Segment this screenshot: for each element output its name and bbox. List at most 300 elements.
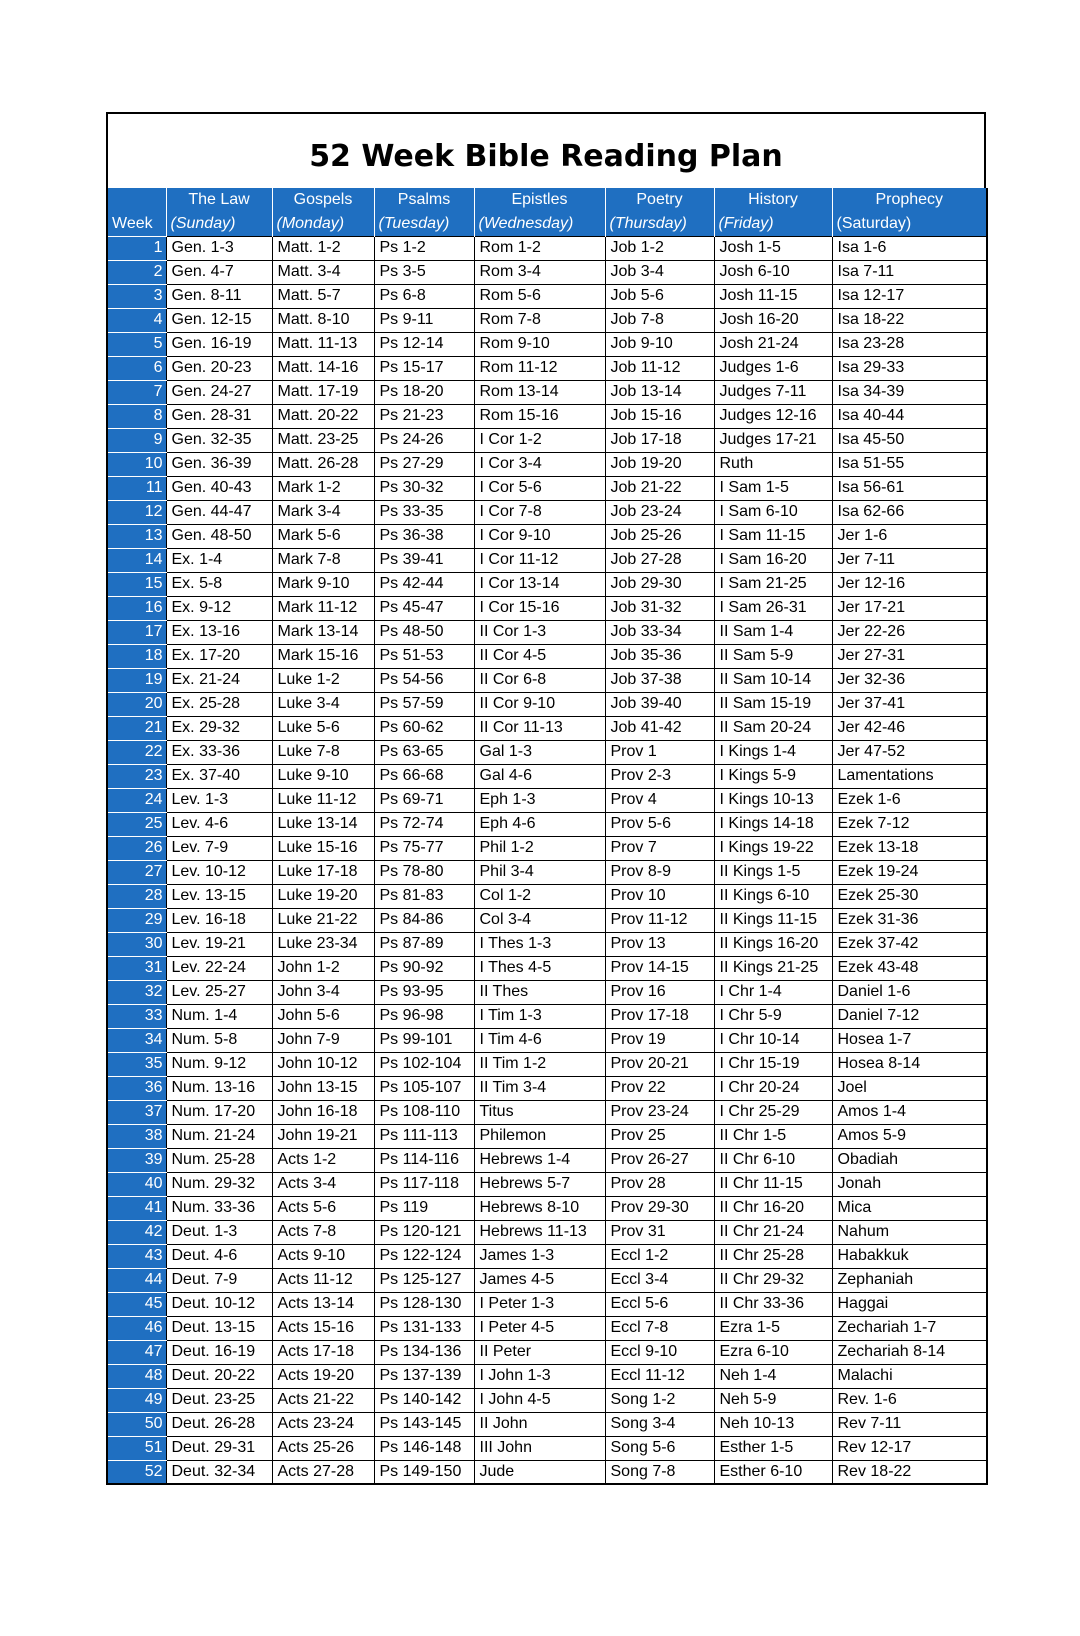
reading-cell: Ps 30-32 <box>374 476 474 500</box>
reading-cell: Job 29-30 <box>605 572 714 596</box>
reading-cell: John 7-9 <box>272 1028 374 1052</box>
reading-cell: I Cor 1-2 <box>474 428 605 452</box>
table-row <box>107 428 987 452</box>
week-number: 18 <box>107 644 166 668</box>
week-number: 12 <box>107 500 166 524</box>
reading-cell: Ex. 9-12 <box>166 596 272 620</box>
reading-cell: Acts 13-14 <box>272 1292 374 1316</box>
reading-cell: Ps 125-127 <box>374 1268 474 1292</box>
reading-cell: Neh 10-13 <box>714 1412 832 1436</box>
reading-cell: Ps 93-95 <box>374 980 474 1004</box>
table-body <box>107 236 987 1484</box>
reading-cell: Luke 15-16 <box>272 836 374 860</box>
week-number: 8 <box>107 404 166 428</box>
reading-cell: II Kings 11-15 <box>714 908 832 932</box>
reading-cell: II Kings 6-10 <box>714 884 832 908</box>
reading-cell: Ps 66-68 <box>374 764 474 788</box>
week-number: 38 <box>107 1124 166 1148</box>
reading-cell: II Tim 1-2 <box>474 1052 605 1076</box>
reading-cell: Prov 22 <box>605 1076 714 1100</box>
reading-cell: I Thes 4-5 <box>474 956 605 980</box>
reading-cell: John 1-2 <box>272 956 374 980</box>
reading-cell: II Peter <box>474 1340 605 1364</box>
reading-cell: Ex. 5-8 <box>166 572 272 596</box>
reading-cell: Num. 29-32 <box>166 1172 272 1196</box>
reading-cell: I Cor 7-8 <box>474 500 605 524</box>
reading-cell: Prov 19 <box>605 1028 714 1052</box>
reading-cell: Isa 51-55 <box>832 452 987 476</box>
reading-cell: Acts 23-24 <box>272 1412 374 1436</box>
reading-cell: Ezek 1-6 <box>832 788 987 812</box>
table-row <box>107 1028 987 1052</box>
category-header: Psalms <box>374 188 474 212</box>
reading-cell: Jer 42-46 <box>832 716 987 740</box>
reading-cell: Col 1-2 <box>474 884 605 908</box>
reading-cell: Gen. 36-39 <box>166 452 272 476</box>
reading-cell: Ps 72-74 <box>374 812 474 836</box>
reading-cell: I John 4-5 <box>474 1388 605 1412</box>
reading-cell: Ezek 31-36 <box>832 908 987 932</box>
reading-cell: Isa 7-11 <box>832 260 987 284</box>
reading-cell: Ps 60-62 <box>374 716 474 740</box>
table-row <box>107 1124 987 1148</box>
reading-cell: Zephaniah <box>832 1268 987 1292</box>
reading-cell: Ps 105-107 <box>374 1076 474 1100</box>
reading-cell: Acts 11-12 <box>272 1268 374 1292</box>
table-row <box>107 1412 987 1436</box>
reading-cell: Isa 45-50 <box>832 428 987 452</box>
reading-cell: II Kings 1-5 <box>714 860 832 884</box>
week-number: 11 <box>107 476 166 500</box>
reading-cell: Mark 13-14 <box>272 620 374 644</box>
reading-cell: Prov 20-21 <box>605 1052 714 1076</box>
reading-cell: Luke 9-10 <box>272 764 374 788</box>
reading-cell: Ps 78-80 <box>374 860 474 884</box>
reading-cell: Isa 18-22 <box>832 308 987 332</box>
reading-cell: I Cor 15-16 <box>474 596 605 620</box>
reading-cell: Gal 1-3 <box>474 740 605 764</box>
reading-cell: I John 1-3 <box>474 1364 605 1388</box>
reading-cell: Josh 16-20 <box>714 308 832 332</box>
reading-cell: Ps 24-26 <box>374 428 474 452</box>
reading-cell: Num. 1-4 <box>166 1004 272 1028</box>
week-number: 25 <box>107 812 166 836</box>
reading-cell: Lev. 19-21 <box>166 932 272 956</box>
reading-cell: II John <box>474 1412 605 1436</box>
week-number: 39 <box>107 1148 166 1172</box>
reading-cell: Eccl 7-8 <box>605 1316 714 1340</box>
reading-cell: Job 35-36 <box>605 644 714 668</box>
reading-cell: Prov 1 <box>605 740 714 764</box>
reading-cell: Luke 21-22 <box>272 908 374 932</box>
reading-cell: Job 17-18 <box>605 428 714 452</box>
reading-cell: Prov 5-6 <box>605 812 714 836</box>
week-number: 17 <box>107 620 166 644</box>
day-header: (Tuesday) <box>374 212 474 236</box>
table-row <box>107 500 987 524</box>
table-row <box>107 1340 987 1364</box>
week-number: 14 <box>107 548 166 572</box>
reading-cell: Song 5-6 <box>605 1436 714 1460</box>
reading-cell: Mica <box>832 1196 987 1220</box>
reading-cell: Ex. 37-40 <box>166 764 272 788</box>
reading-cell: Luke 13-14 <box>272 812 374 836</box>
reading-cell: II Chr 16-20 <box>714 1196 832 1220</box>
reading-cell: Prov 28 <box>605 1172 714 1196</box>
reading-cell: Ps 102-104 <box>374 1052 474 1076</box>
week-number: 33 <box>107 1004 166 1028</box>
table-row <box>107 332 987 356</box>
reading-cell: Ps 36-38 <box>374 524 474 548</box>
reading-cell: Ruth <box>714 452 832 476</box>
table-row <box>107 1460 987 1484</box>
table-row <box>107 284 987 308</box>
reading-cell: Deut. 16-19 <box>166 1340 272 1364</box>
reading-cell: Mark 15-16 <box>272 644 374 668</box>
week-number: 15 <box>107 572 166 596</box>
reading-cell: II Chr 25-28 <box>714 1244 832 1268</box>
table-row <box>107 404 987 428</box>
reading-cell: Col 3-4 <box>474 908 605 932</box>
reading-cell: Ps 122-124 <box>374 1244 474 1268</box>
reading-cell: Zechariah 8-14 <box>832 1340 987 1364</box>
reading-cell: Prov 29-30 <box>605 1196 714 1220</box>
reading-cell: Jonah <box>832 1172 987 1196</box>
reading-cell: Ps 12-14 <box>374 332 474 356</box>
reading-cell: Jer 32-36 <box>832 668 987 692</box>
reading-cell: Job 15-16 <box>605 404 714 428</box>
week-number: 23 <box>107 764 166 788</box>
reading-cell: Job 1-2 <box>605 236 714 260</box>
reading-cell: Isa 12-17 <box>832 284 987 308</box>
reading-cell: Judges 12-16 <box>714 404 832 428</box>
table-row <box>107 884 987 908</box>
reading-cell: Titus <box>474 1100 605 1124</box>
reading-cell: Esther 6-10 <box>714 1460 832 1484</box>
reading-cell: Judges 17-21 <box>714 428 832 452</box>
day-header: (Thursday) <box>605 212 714 236</box>
table-row <box>107 1316 987 1340</box>
reading-cell: Prov 25 <box>605 1124 714 1148</box>
table-row <box>107 668 987 692</box>
reading-cell: Matt. 1-2 <box>272 236 374 260</box>
week-number: 52 <box>107 1460 166 1484</box>
reading-cell: Deut. 7-9 <box>166 1268 272 1292</box>
reading-plan-sheet <box>106 112 986 1485</box>
reading-cell: I Kings 5-9 <box>714 764 832 788</box>
reading-cell: Ps 120-121 <box>374 1220 474 1244</box>
reading-cell: Eccl 9-10 <box>605 1340 714 1364</box>
reading-cell: Num. 9-12 <box>166 1052 272 1076</box>
table-row <box>107 1436 987 1460</box>
reading-cell: Num. 17-20 <box>166 1100 272 1124</box>
table-row <box>107 1076 987 1100</box>
week-number: 43 <box>107 1244 166 1268</box>
reading-cell: Acts 9-10 <box>272 1244 374 1268</box>
table-row <box>107 452 987 476</box>
reading-cell: Gen. 44-47 <box>166 500 272 524</box>
reading-cell: Deut. 4-6 <box>166 1244 272 1268</box>
week-number: 9 <box>107 428 166 452</box>
week-number: 3 <box>107 284 166 308</box>
week-number: 36 <box>107 1076 166 1100</box>
reading-cell: I Chr 5-9 <box>714 1004 832 1028</box>
reading-cell: Acts 1-2 <box>272 1148 374 1172</box>
reading-cell: Deut. 32-34 <box>166 1460 272 1484</box>
reading-cell: Ps 51-53 <box>374 644 474 668</box>
reading-cell: Isa 56-61 <box>832 476 987 500</box>
reading-cell: Ps 143-145 <box>374 1412 474 1436</box>
reading-cell: Acts 19-20 <box>272 1364 374 1388</box>
reading-cell: Prov 4 <box>605 788 714 812</box>
reading-cell: Prov 2-3 <box>605 764 714 788</box>
table-row <box>107 1004 987 1028</box>
week-header: Week <box>107 212 166 236</box>
reading-cell: Matt. 8-10 <box>272 308 374 332</box>
reading-cell: Rom 7-8 <box>474 308 605 332</box>
table-row <box>107 548 987 572</box>
reading-cell: I Sam 16-20 <box>714 548 832 572</box>
reading-cell: Job 7-8 <box>605 308 714 332</box>
reading-cell: Acts 3-4 <box>272 1172 374 1196</box>
reading-cell: Eccl 1-2 <box>605 1244 714 1268</box>
reading-cell: I Chr 15-19 <box>714 1052 832 1076</box>
reading-cell: Deut. 26-28 <box>166 1412 272 1436</box>
reading-cell: Deut. 29-31 <box>166 1436 272 1460</box>
reading-cell: Ezra 6-10 <box>714 1340 832 1364</box>
reading-cell: Num. 5-8 <box>166 1028 272 1052</box>
week-number: 40 <box>107 1172 166 1196</box>
reading-plan-table <box>106 188 988 1485</box>
reading-cell: Hosea 8-14 <box>832 1052 987 1076</box>
reading-cell: II Cor 11-13 <box>474 716 605 740</box>
table-row <box>107 620 987 644</box>
reading-cell: Deut. 1-3 <box>166 1220 272 1244</box>
reading-cell: Gen. 20-23 <box>166 356 272 380</box>
reading-cell: Matt. 17-19 <box>272 380 374 404</box>
reading-cell: Gal 4-6 <box>474 764 605 788</box>
reading-cell: Zechariah 1-7 <box>832 1316 987 1340</box>
reading-cell: Jer 7-11 <box>832 548 987 572</box>
reading-cell: II Chr 33-36 <box>714 1292 832 1316</box>
reading-cell: John 3-4 <box>272 980 374 1004</box>
reading-cell: Ps 39-41 <box>374 548 474 572</box>
reading-cell: Eccl 3-4 <box>605 1268 714 1292</box>
reading-cell: II Cor 4-5 <box>474 644 605 668</box>
category-header: Prophecy <box>832 188 987 212</box>
reading-cell: Ps 117-118 <box>374 1172 474 1196</box>
reading-cell: Jer 27-31 <box>832 644 987 668</box>
week-number: 27 <box>107 860 166 884</box>
reading-cell: Ps 33-35 <box>374 500 474 524</box>
week-number: 47 <box>107 1340 166 1364</box>
reading-cell: Ps 114-116 <box>374 1148 474 1172</box>
reading-cell: Ps 99-101 <box>374 1028 474 1052</box>
reading-cell: Prov 8-9 <box>605 860 714 884</box>
reading-cell: Lev. 25-27 <box>166 980 272 1004</box>
reading-cell: Job 37-38 <box>605 668 714 692</box>
table-row <box>107 932 987 956</box>
week-number: 10 <box>107 452 166 476</box>
reading-cell: Ps 108-110 <box>374 1100 474 1124</box>
week-number: 16 <box>107 596 166 620</box>
reading-cell: Mark 7-8 <box>272 548 374 572</box>
week-number: 42 <box>107 1220 166 1244</box>
reading-cell: Ps 128-130 <box>374 1292 474 1316</box>
reading-cell: I Cor 13-14 <box>474 572 605 596</box>
reading-cell: Jer 47-52 <box>832 740 987 764</box>
table-row <box>107 1220 987 1244</box>
week-number: 30 <box>107 932 166 956</box>
table-row <box>107 740 987 764</box>
reading-cell: I Kings 10-13 <box>714 788 832 812</box>
reading-cell: Joel <box>832 1076 987 1100</box>
week-number: 21 <box>107 716 166 740</box>
table-row <box>107 1268 987 1292</box>
reading-cell: Job 3-4 <box>605 260 714 284</box>
reading-cell: Ex. 25-28 <box>166 692 272 716</box>
table-row <box>107 260 987 284</box>
reading-cell: Daniel 1-6 <box>832 980 987 1004</box>
reading-cell: Ezek 25-30 <box>832 884 987 908</box>
reading-cell: Lev. 16-18 <box>166 908 272 932</box>
category-header: The Law <box>166 188 272 212</box>
reading-cell: I Chr 10-14 <box>714 1028 832 1052</box>
week-number: 49 <box>107 1388 166 1412</box>
week-number: 37 <box>107 1100 166 1124</box>
reading-cell: Ps 48-50 <box>374 620 474 644</box>
table-row <box>107 860 987 884</box>
reading-cell: Hebrews 8-10 <box>474 1196 605 1220</box>
week-number: 46 <box>107 1316 166 1340</box>
week-number: 31 <box>107 956 166 980</box>
reading-cell: II Sam 1-4 <box>714 620 832 644</box>
reading-cell: Acts 5-6 <box>272 1196 374 1220</box>
reading-cell: Josh 11-15 <box>714 284 832 308</box>
reading-cell: II Kings 16-20 <box>714 932 832 956</box>
reading-cell: Matt. 3-4 <box>272 260 374 284</box>
table-row <box>107 1148 987 1172</box>
reading-cell: Obadiah <box>832 1148 987 1172</box>
table-row <box>107 644 987 668</box>
reading-cell: Luke 17-18 <box>272 860 374 884</box>
reading-cell: Matt. 5-7 <box>272 284 374 308</box>
week-number: 5 <box>107 332 166 356</box>
reading-cell: Ezek 43-48 <box>832 956 987 980</box>
day-header: (Saturday) <box>832 212 987 236</box>
reading-cell: Ex. 17-20 <box>166 644 272 668</box>
reading-cell: Job 9-10 <box>605 332 714 356</box>
reading-cell: I Sam 26-31 <box>714 596 832 620</box>
week-number: 41 <box>107 1196 166 1220</box>
reading-cell: Ps 111-113 <box>374 1124 474 1148</box>
reading-cell: Num. 25-28 <box>166 1148 272 1172</box>
reading-cell: Luke 11-12 <box>272 788 374 812</box>
reading-cell: Habakkuk <box>832 1244 987 1268</box>
week-number: 48 <box>107 1364 166 1388</box>
reading-cell: Acts 7-8 <box>272 1220 374 1244</box>
reading-cell: Phil 3-4 <box>474 860 605 884</box>
reading-cell: II Sam 20-24 <box>714 716 832 740</box>
day-header: (Sunday) <box>166 212 272 236</box>
reading-cell: II Cor 6-8 <box>474 668 605 692</box>
table-row <box>107 1100 987 1124</box>
week-number: 28 <box>107 884 166 908</box>
reading-cell: I Sam 6-10 <box>714 500 832 524</box>
reading-cell: Rom 11-12 <box>474 356 605 380</box>
reading-cell: Gen. 12-15 <box>166 308 272 332</box>
reading-cell: Prov 16 <box>605 980 714 1004</box>
reading-cell: Deut. 23-25 <box>166 1388 272 1412</box>
reading-cell: Rom 5-6 <box>474 284 605 308</box>
table-row <box>107 1244 987 1268</box>
reading-cell: Ezra 1-5 <box>714 1316 832 1340</box>
reading-cell: Luke 5-6 <box>272 716 374 740</box>
reading-cell: Isa 62-66 <box>832 500 987 524</box>
table-row <box>107 524 987 548</box>
week-number: 29 <box>107 908 166 932</box>
reading-cell: I Chr 20-24 <box>714 1076 832 1100</box>
reading-cell: Ps 15-17 <box>374 356 474 380</box>
reading-cell: I Peter 1-3 <box>474 1292 605 1316</box>
reading-cell: II Sam 15-19 <box>714 692 832 716</box>
reading-cell: John 5-6 <box>272 1004 374 1028</box>
reading-cell: Gen. 1-3 <box>166 236 272 260</box>
reading-cell: Matt. 14-16 <box>272 356 374 380</box>
reading-cell: Deut. 20-22 <box>166 1364 272 1388</box>
reading-cell: Gen. 48-50 <box>166 524 272 548</box>
reading-cell: Rev. 1-6 <box>832 1388 987 1412</box>
day-header: (Wednesday) <box>474 212 605 236</box>
reading-cell: I Chr 25-29 <box>714 1100 832 1124</box>
reading-cell: II Chr 6-10 <box>714 1148 832 1172</box>
reading-cell: Rom 1-2 <box>474 236 605 260</box>
reading-cell: Job 41-42 <box>605 716 714 740</box>
reading-cell: Rom 15-16 <box>474 404 605 428</box>
week-number: 20 <box>107 692 166 716</box>
reading-cell: I Sam 21-25 <box>714 572 832 596</box>
reading-cell: Ps 45-47 <box>374 596 474 620</box>
reading-cell: Job 21-22 <box>605 476 714 500</box>
reading-cell: Acts 27-28 <box>272 1460 374 1484</box>
reading-cell: II Sam 10-14 <box>714 668 832 692</box>
reading-cell: John 10-12 <box>272 1052 374 1076</box>
reading-cell: Matt. 11-13 <box>272 332 374 356</box>
reading-cell: Jer 37-41 <box>832 692 987 716</box>
reading-cell: I Kings 14-18 <box>714 812 832 836</box>
reading-cell: Mark 1-2 <box>272 476 374 500</box>
reading-cell: Gen. 4-7 <box>166 260 272 284</box>
reading-cell: Eccl 11-12 <box>605 1364 714 1388</box>
reading-cell: Ps 54-56 <box>374 668 474 692</box>
reading-cell: Malachi <box>832 1364 987 1388</box>
reading-cell: I Chr 1-4 <box>714 980 832 1004</box>
week-number: 35 <box>107 1052 166 1076</box>
reading-cell: Ps 146-148 <box>374 1436 474 1460</box>
table-row <box>107 1196 987 1220</box>
reading-cell: James 4-5 <box>474 1268 605 1292</box>
reading-cell: Ps 84-86 <box>374 908 474 932</box>
reading-cell: Job 13-14 <box>605 380 714 404</box>
reading-cell: II Cor 9-10 <box>474 692 605 716</box>
reading-cell: Philemon <box>474 1124 605 1148</box>
category-header: Poetry <box>605 188 714 212</box>
reading-cell: Deut. 10-12 <box>166 1292 272 1316</box>
reading-cell: Isa 34-39 <box>832 380 987 404</box>
reading-cell: I Cor 11-12 <box>474 548 605 572</box>
category-header: History <box>714 188 832 212</box>
reading-cell: Ps 18-20 <box>374 380 474 404</box>
